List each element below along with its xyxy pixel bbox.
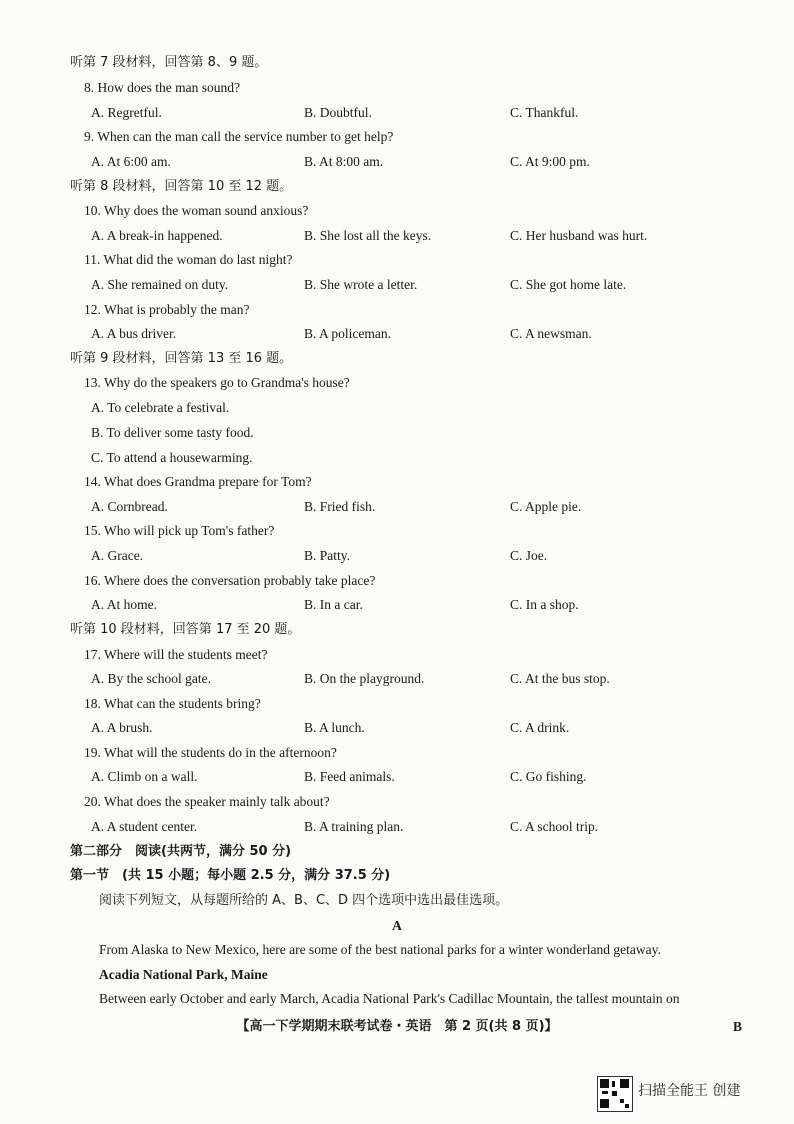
q15-option-b: B. Patty. (304, 548, 351, 563)
q16-option-b: B. In a car. (304, 597, 363, 612)
passage-intro: From Alaska to New Mexico, here are some of the best national parks for a winter wonderland getaway. (99, 942, 661, 957)
q15-options (0, 544, 794, 568)
q13-option-c: C. To attend a housewarming. (91, 450, 253, 465)
q13-option-b-row (0, 421, 794, 445)
paper-version: B (733, 1019, 743, 1034)
q11-option-a: A. She remained on duty. (91, 277, 229, 292)
q13-stem: 13. Why do the speakers go to Grandma's house? (84, 375, 350, 390)
q15-option-a: A. Grace. (91, 548, 144, 563)
q14-options (0, 495, 794, 519)
q8-option-c: C. Thankful. (510, 105, 579, 120)
q15-option-c: C. Joe. (510, 548, 548, 563)
reading-section1-heading: 第一节 (共 15 小题；每小题 2.5 分，满分 37.5 分) (70, 868, 391, 883)
q20-option-b: B. A training plan. (304, 819, 404, 834)
q18-option-c: C. A drink. (510, 720, 570, 735)
q19-stem: 19. What will the students do in the afternoon? (84, 745, 337, 760)
q11-stem: 11. What did the woman do last night? (84, 252, 293, 267)
passage-label: A (392, 918, 402, 933)
q12-option-c: C. A newsman. (510, 326, 592, 341)
q18-options (0, 716, 794, 740)
q13-option-b: B. To deliver some tasty food. (91, 425, 254, 440)
q9-option-c: C. At 9:00 pm. (510, 154, 590, 169)
q10-options (0, 224, 794, 248)
q11-option-c: C. She got home late. (510, 277, 627, 292)
q18-option-b: B. A lunch. (304, 720, 365, 735)
scanner-watermark: 扫描全能王 创建 (638, 1083, 741, 1099)
q9-option-a: A. At 6:00 am. (91, 154, 171, 169)
q8-option-b: B. Doubtful. (304, 105, 372, 120)
q19-options (0, 765, 794, 789)
q16-options (0, 593, 794, 617)
q14-option-b: B. Fried fish. (304, 499, 376, 514)
q11-options (0, 273, 794, 297)
park1-text: Between early October and early March, Acadia National Park's Cadillac Mountain, the tallest mountain on (99, 991, 680, 1006)
q20-stem: 20. What does the speaker mainly talk about? (84, 794, 330, 809)
q10-option-a: A. A break-in happened. (91, 228, 223, 243)
q16-stem: 16. Where does the conversation probably take place? (84, 573, 376, 588)
reading-instruction: 阅读下列短文，从每题所给的 A、B、C、D 四个选项中选出最佳选项。 (99, 893, 509, 908)
q19-option-a: A. Climb on a wall. (91, 769, 198, 784)
q12-option-b: B. A policeman. (304, 326, 391, 341)
q20-option-a: A. A student center. (91, 819, 198, 834)
q11-option-b: B. She wrote a letter. (304, 277, 418, 292)
q14-option-a: A. Cornbread. (91, 499, 168, 514)
q9-options (0, 150, 794, 174)
q17-option-a: A. By the school gate. (91, 671, 211, 686)
section10-heading: 听第 10 段材料，回答第 17 至 20 题。 (70, 622, 301, 637)
part2-heading: 第二部分 阅读(共两节，满分 50 分) (70, 844, 292, 859)
section9-heading: 听第 9 段材料，回答第 13 至 16 题。 (70, 351, 293, 366)
park1-title: Acadia National Park, Maine (99, 967, 268, 982)
q12-options (0, 322, 794, 346)
page-footer: 【高一下学期期末联考试卷・英语 第 2 页(共 8 页)】 (236, 1019, 558, 1034)
q18-option-a: A. A brush. (91, 720, 153, 735)
q12-stem: 12. What is probably the man? (84, 302, 250, 317)
q20-options (0, 815, 794, 839)
q10-option-b: B. She lost all the keys. (304, 228, 432, 243)
q13-option-c-row (0, 446, 794, 470)
q10-stem: 10. Why does the woman sound anxious? (84, 203, 309, 218)
q17-options (0, 667, 794, 691)
q13-option-a-row (0, 396, 794, 420)
q20-option-c: C. A school trip. (510, 819, 599, 834)
qr-code-icon (597, 1076, 633, 1112)
q12-option-a: A. A bus driver. (91, 326, 177, 341)
q9-option-b: B. At 8:00 am. (304, 154, 384, 169)
q19-option-c: C. Go fishing. (510, 769, 587, 784)
q9-stem: 9. When can the man call the service number to get help? (84, 129, 394, 144)
q13-option-a: A. To celebrate a festival. (91, 400, 230, 415)
section7-heading: 听第 7 段材料，回答第 8、9 题。 (70, 55, 268, 70)
q8-option-a: A. Regretful. (91, 105, 162, 120)
q16-option-c: C. In a shop. (510, 597, 579, 612)
q19-option-b: B. Feed animals. (304, 769, 395, 784)
q14-stem: 14. What does Grandma prepare for Tom? (84, 474, 312, 489)
q17-option-b: B. On the playground. (304, 671, 425, 686)
q18-stem: 18. What can the students bring? (84, 696, 261, 711)
q17-option-c: C. At the bus stop. (510, 671, 610, 686)
q14-option-c: C. Apple pie. (510, 499, 582, 514)
q10-option-c: C. Her husband was hurt. (510, 228, 648, 243)
q8-options (0, 101, 794, 125)
q17-stem: 17. Where will the students meet? (84, 647, 268, 662)
q15-stem: 15. Who will pick up Tom's father? (84, 523, 275, 538)
q16-option-a: A. At home. (91, 597, 157, 612)
q8-stem: 8. How does the man sound? (84, 80, 240, 95)
section8-heading: 听第 8 段材料，回答第 10 至 12 题。 (70, 179, 293, 194)
